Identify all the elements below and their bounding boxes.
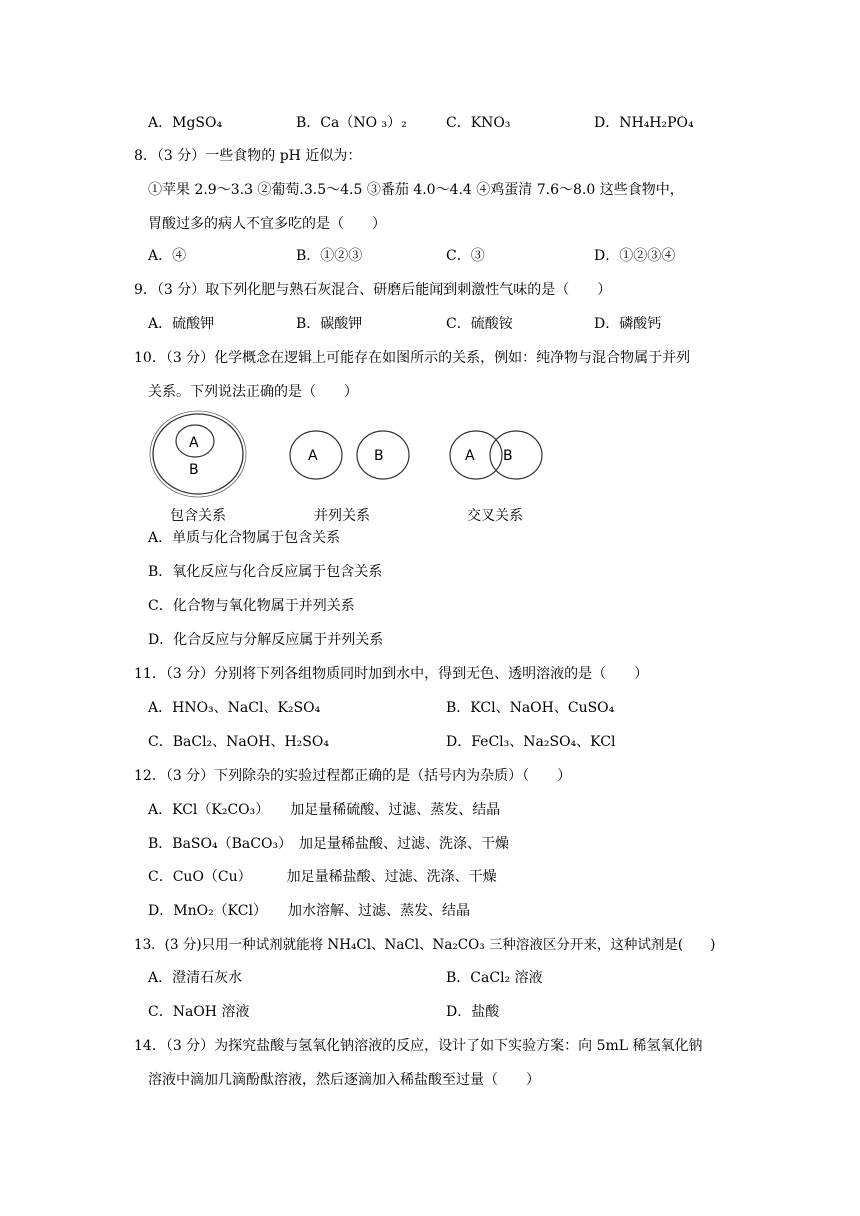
- q10-option-c: C．化合物与氧化物属于并列关系: [148, 598, 355, 614]
- q12-option-b: B．BaSO₄（BaCO₃） 加足量稀盐酸、过滤、洗涤、干燥: [148, 836, 510, 852]
- q13-option-a: A．澄清石灰水: [148, 970, 243, 986]
- contain-label-b: B: [189, 462, 199, 478]
- q9-option-a: A．硫酸钾: [148, 316, 215, 332]
- q8-option-a: A．④: [148, 248, 187, 264]
- q7-option-c: C．KNO₃: [446, 115, 511, 131]
- q9-option-b: B．碳酸钾: [296, 316, 363, 332]
- q13-option-b: B．CaCl₂ 溶液: [446, 970, 543, 986]
- q12-option-d: D．MnO₂（KCl） 加水溶解、过滤、蒸发、结晶: [148, 903, 470, 919]
- q13-stem: 13．(3 分)只用一种试剂就能将 NH₄Cl、NaCl、Na₂CO₃ 三种溶液区分开来，这种试剂是( ): [134, 937, 716, 953]
- q11-option-c: C．BaCl₂、NaOH、H₂SO₄: [148, 734, 329, 750]
- q8-option-b: B．①②③: [296, 248, 363, 264]
- parallel-label-a: A: [308, 448, 318, 464]
- q8-line2: ①苹果 2.9～3.3 ②葡萄.3.5～4.5 ③番茄 4.0～4.4 ④鸡蛋清 7.6～8.0 这些食物中，: [148, 182, 684, 198]
- q8-line3: 胃酸过多的病人不宜多吃的是（ ）: [148, 216, 386, 232]
- q13-option-c: C．NaOH 溶液: [148, 1004, 250, 1020]
- label-containment: 包含关系: [170, 508, 226, 524]
- q11-option-d: D．FeCl₃、Na₂SO₄、KCl: [446, 734, 616, 750]
- q7-option-d: D．NH₄H₂PO₄: [594, 115, 694, 131]
- q13-option-d: D．盐酸: [446, 1004, 500, 1020]
- cross-label-b: B: [503, 448, 513, 464]
- contain-label-a: A: [189, 435, 199, 451]
- label-intersection: 交叉关系: [467, 508, 523, 524]
- q12-option-a: A．KCl（K₂CO₃） 加足量稀硫酸、过滤、蒸发、结晶: [148, 802, 501, 818]
- q14-line2: 溶液中滴加几滴酚酞溶液，然后逐滴加入稀盐酸至过量（ ）: [148, 1072, 540, 1088]
- q7-option-a: A．MgSO₄: [148, 115, 223, 131]
- q10-option-b: B．氧化反应与化合反应属于包含关系: [148, 564, 383, 580]
- q10-line2: 关系。下列说法正确的是（ ）: [148, 384, 358, 400]
- q9-option-d: D．磷酸钙: [594, 316, 662, 332]
- q8-option-c: C．③: [446, 248, 485, 264]
- q10-option-a: A．单质与化合物属于包含关系: [148, 530, 341, 546]
- q12-stem: 12．（3 分）下列除杂的实验过程都正确的是（括号内为杂质）（ ）: [134, 768, 572, 784]
- q8-option-d: D．①②③④: [594, 248, 676, 264]
- q9-stem: 9．（3 分）取下列化肥与熟石灰混合、研磨后能闻到刺激性气味的是（ ）: [134, 282, 612, 298]
- q11-option-b: B．KCl、NaOH、CuSO₄: [446, 700, 615, 716]
- q7-option-b: B．Ca（NO ₃）₂: [296, 115, 407, 131]
- parallel-diagram: [290, 431, 409, 524]
- q11-option-a: A．HNO₃、NaCl、K₂SO₄: [148, 700, 321, 716]
- relationship-diagram: [140, 410, 560, 530]
- q10-stem: 10．（3 分）化学概念在逻辑上可能存在如图所示的关系，例如：纯净物与混合物属于并列: [134, 350, 691, 366]
- parallel-label-b: B: [374, 448, 384, 464]
- intersection-diagram: [450, 431, 542, 524]
- cross-label-a: A: [465, 448, 475, 464]
- q12-option-c: C．CuO（Cu） 加足量稀盐酸、过滤、洗涤、干燥: [148, 869, 497, 885]
- q9-option-c: C．硫酸铵: [446, 316, 513, 332]
- q10-option-d: D．化合反应与分解反应属于并列关系: [148, 632, 384, 648]
- containment-diagram: [150, 411, 246, 524]
- q11-stem: 11．（3 分）分别将下列各组物质同时加到水中，得到无色、透明溶液的是（ ）: [134, 666, 649, 682]
- q14-stem: 14．（3 分）为探究盐酸与氢氧化钠溶液的反应，设计了如下实验方案：向 5mL 稀氢氧化钠: [134, 1038, 703, 1054]
- label-parallel: 并列关系: [314, 508, 370, 524]
- q8-stem: 8．（3 分）一些食物的 pH 近似为：: [134, 148, 362, 164]
